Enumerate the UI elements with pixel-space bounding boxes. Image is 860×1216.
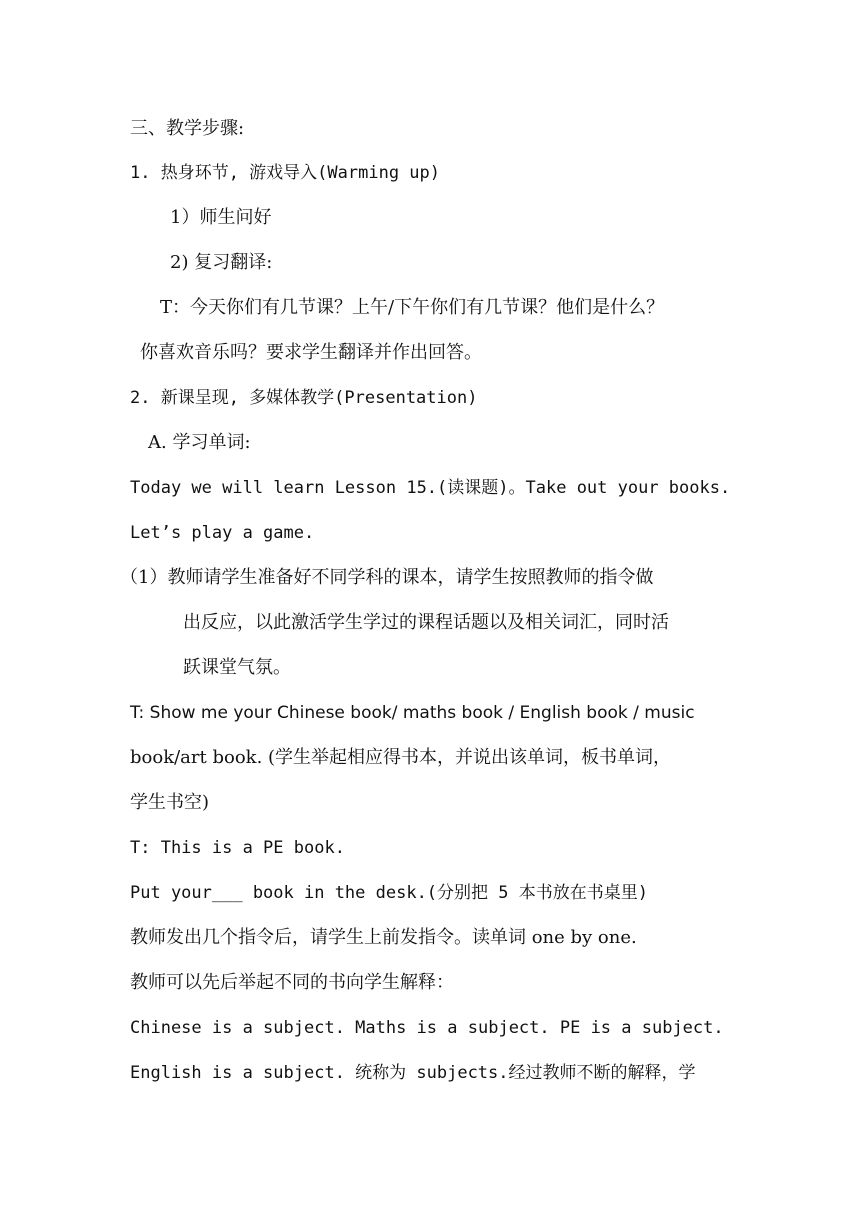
substep-greeting: 1）师生问好 <box>170 207 272 228</box>
paragraph-line: English is a subject. 统称为 subjects.经过教师不断的解释，学 <box>130 1063 696 1083</box>
paragraph-line: T: This is a PE book. <box>130 838 345 858</box>
paragraph-line: 你喜欢音乐吗？要求学生翻译并作出回答。 <box>140 342 482 363</box>
paragraph-line: 学生书空) <box>130 792 210 813</box>
paragraph-line: 教师发出几个指令后，请学生上前发指令。读单词 one by one. <box>130 927 637 948</box>
paragraph-line: Chinese is a subject. Maths is a subject. PE is a subject. <box>130 1018 724 1038</box>
paragraph-line: book/art book. (学生举起相应得书本，并说出该单词，板书单词， <box>130 747 672 768</box>
step-2-heading: 2. 新课呈现, 多媒体教学(Presentation) <box>130 388 478 408</box>
step-1-heading: 1. 热身环节, 游戏导入(Warming up) <box>130 163 440 183</box>
list-item-line: 跃课堂气氛。 <box>183 657 291 678</box>
paragraph-line: Let’s play a game. <box>130 523 315 543</box>
section-heading: 三、教学步骤: <box>130 118 245 139</box>
substep-review: 2) 复习翻译: <box>170 252 273 273</box>
paragraph-line: Put your___ book in the desk.(分别把 5 本书放在书桌里) <box>130 883 648 903</box>
paragraph-line: T：今天你们有几节课？上午/下午你们有几节课？他们是什么？ <box>160 297 665 318</box>
paragraph-line: T: Show me your Chinese book/ maths book / English book / music <box>130 703 695 723</box>
paragraph-line: Today we will learn Lesson 15.(读课题)。Take out your books. <box>130 478 731 498</box>
list-item-line: （1）教师请学生准备好不同学科的课本，请学生按照教师的指令做 <box>120 567 654 588</box>
subsection-heading: A. 学习单词: <box>148 432 251 453</box>
paragraph-line: 教师可以先后举起不同的书向学生解释： <box>130 972 454 993</box>
list-item-line: 出反应，以此激活学生学过的课程话题以及相关词汇，同时活 <box>183 612 669 633</box>
